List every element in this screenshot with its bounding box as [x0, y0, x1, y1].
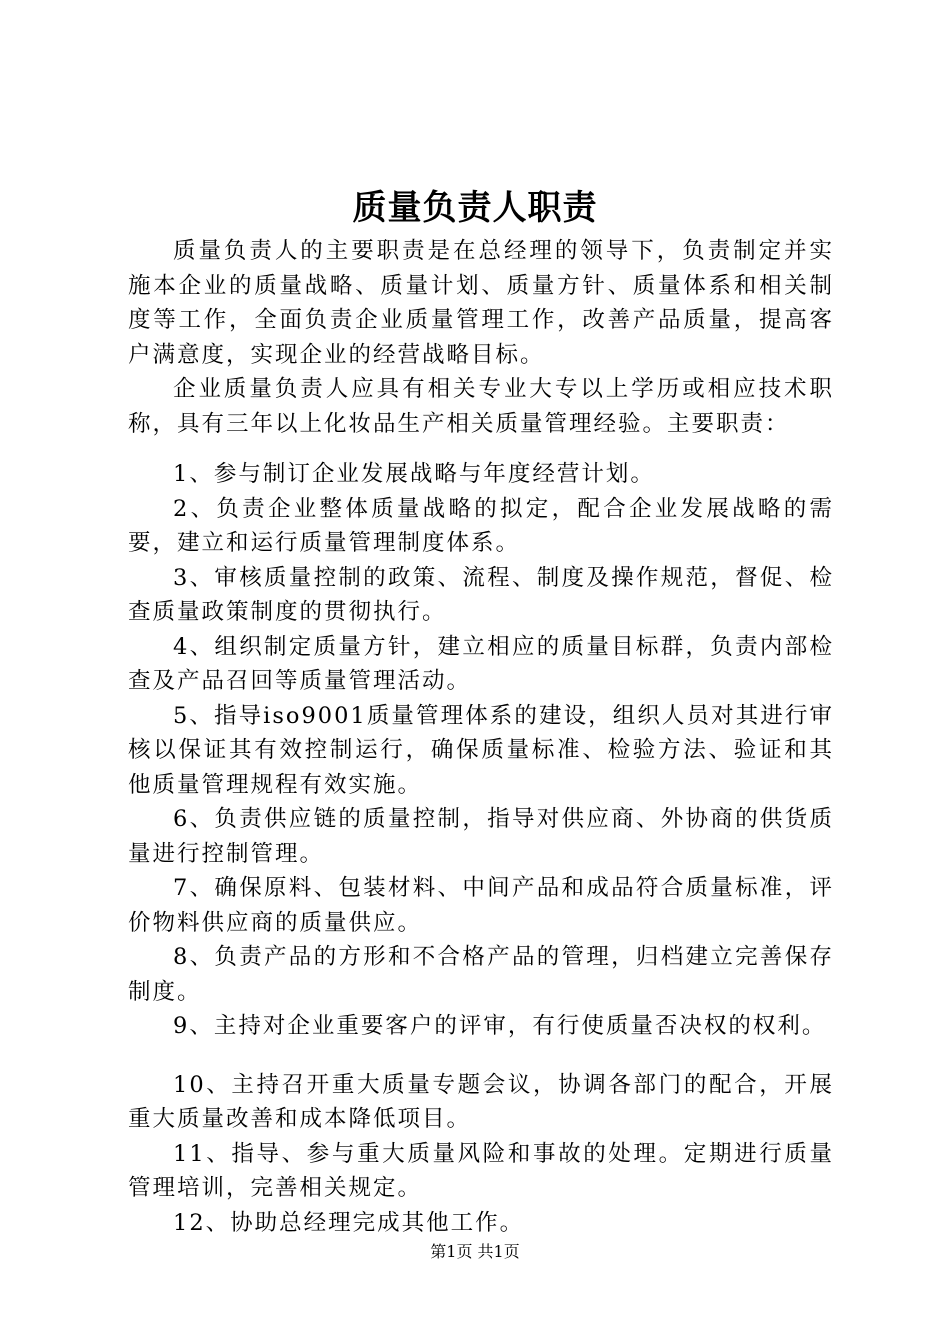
duty-item-11: 11、指导、参与重大质量风险和事故的处理。定期进行质量管理培训，完善相关规定。 [128, 1140, 834, 1201]
document-title: 质量负责人职责 [352, 188, 598, 228]
duty-item-6: 6、负责供应链的质量控制，指导对供应商、外协商的供货质量进行控制管理。 [128, 806, 834, 867]
duty-item-12: 12、协助总经理完成其他工作。 [173, 1209, 525, 1236]
duty-item-7: 7、确保原料、包装材料、中间产品和成品符合质量标准，评价物料供应商的质量供应。 [128, 875, 834, 936]
intro-paragraph-1: 质量负责人的主要职责是在总经理的领导下，负责制定并实施本企业的质量战略、质量计划、质量方针、质量体系和相关制度等工作，全面负责企业质量管理工作，改善产品质量，提高客户满意度，实现企业的经营战略目标。 [128, 238, 834, 368]
duty-item-8: 8、负责产品的方形和不合格产品的管理，归档建立完善保存制度。 [128, 944, 834, 1005]
spacer [128, 441, 834, 457]
document-body [128, 234, 834, 1240]
duty-item-2: 2、负责企业整体质量战略的拟定，配合企业发展战略的需要，建立和运行质量管理制度体系。 [128, 495, 834, 556]
duty-item-5: 5、指导iso9001质量管理体系的建设，组织人员对其进行审核以保证其有效控制运行，确保质量标准、检验方法、验证和其他质量管理规程有效实施。 [128, 702, 834, 798]
intro-paragraph-2: 企业质量负责人应具有相关专业大专以上学历或相应技术职称，具有三年以上化妆品生产相关质量管理经验。主要职责： [128, 376, 834, 437]
page-footer: 第1页 共1页 [430, 1242, 520, 1261]
spacer [128, 1044, 834, 1068]
duty-item-3: 3、审核质量控制的政策、流程、制度及操作规范，督促、检查质量政策制度的贯彻执行。 [128, 564, 834, 625]
duty-item-1: 1、参与制订企业发展战略与年度经营计划。 [173, 461, 655, 487]
duty-item-10: 10、主持召开重大质量专题会议，协调各部门的配合，开展重大质量改善和成本降低项目。 [128, 1071, 834, 1132]
duty-item-4: 4、组织制定质量方针，建立相应的质量目标群，负责内部检查及产品召回等质量管理活动。 [128, 633, 834, 694]
duty-item-9: 9、主持对企业重要客户的评审，有行使质量否决权的权利。 [173, 1013, 827, 1039]
